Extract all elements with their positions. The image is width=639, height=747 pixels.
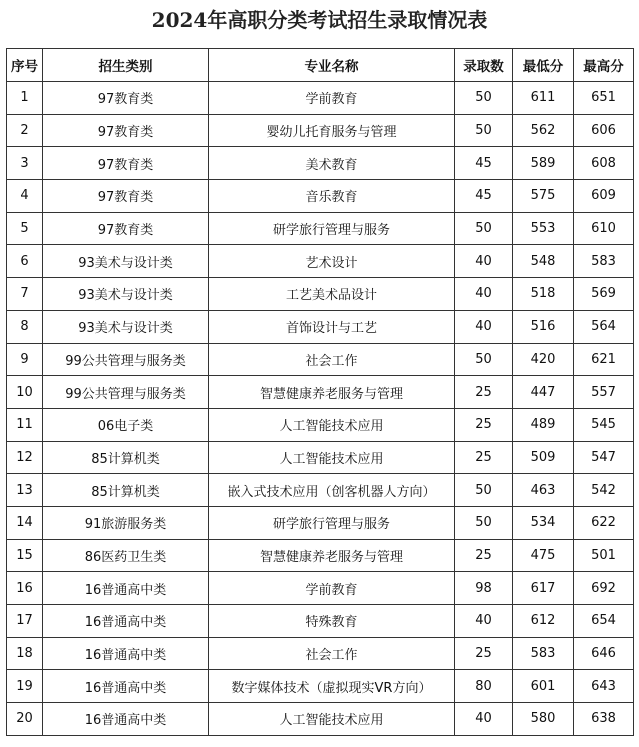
cell-index: 13	[7, 474, 43, 507]
cell-admitted: 25	[455, 637, 513, 670]
cell-major: 艺术设计	[209, 245, 455, 278]
header-category: 招生类别	[43, 49, 209, 82]
cell-admitted: 40	[455, 245, 513, 278]
table-row	[7, 474, 634, 507]
table-row	[7, 637, 634, 670]
cell-category: 16普通高中类	[43, 670, 209, 703]
cell-admitted: 40	[455, 310, 513, 343]
cell-index: 14	[7, 506, 43, 539]
table-row	[7, 605, 634, 638]
cell-category: 99公共管理与服务类	[43, 376, 209, 409]
cell-admitted: 50	[455, 82, 513, 115]
cell-major: 美术教育	[209, 147, 455, 180]
cell-min-score: 617	[513, 572, 574, 605]
cell-index: 4	[7, 180, 43, 213]
table-row	[7, 670, 634, 703]
cell-min-score: 475	[513, 539, 574, 572]
cell-max-score: 557	[574, 376, 634, 409]
table-row	[7, 408, 634, 441]
cell-min-score: 575	[513, 180, 574, 213]
cell-major: 研学旅行管理与服务	[209, 212, 455, 245]
cell-major: 智慧健康养老服务与管理	[209, 376, 455, 409]
cell-major: 学前教育	[209, 82, 455, 115]
cell-min-score: 420	[513, 343, 574, 376]
admission-table	[6, 48, 634, 736]
cell-index: 16	[7, 572, 43, 605]
cell-category: 99公共管理与服务类	[43, 343, 209, 376]
cell-admitted: 50	[455, 343, 513, 376]
table-body	[7, 82, 634, 736]
cell-index: 10	[7, 376, 43, 409]
cell-max-score: 651	[574, 82, 634, 115]
cell-index: 5	[7, 212, 43, 245]
cell-category: 93美术与设计类	[43, 278, 209, 311]
cell-min-score: 463	[513, 474, 574, 507]
cell-max-score: 621	[574, 343, 634, 376]
cell-min-score: 612	[513, 605, 574, 638]
cell-category: 93美术与设计类	[43, 310, 209, 343]
cell-admitted: 25	[455, 376, 513, 409]
cell-category: 93美术与设计类	[43, 245, 209, 278]
cell-admitted: 50	[455, 506, 513, 539]
cell-min-score: 489	[513, 408, 574, 441]
table-row	[7, 278, 634, 311]
cell-min-score: 601	[513, 670, 574, 703]
cell-index: 1	[7, 82, 43, 115]
table-row	[7, 310, 634, 343]
cell-category: 16普通高中类	[43, 637, 209, 670]
cell-min-score: 509	[513, 441, 574, 474]
table-row	[7, 441, 634, 474]
cell-major: 特殊教育	[209, 605, 455, 638]
cell-index: 20	[7, 703, 43, 736]
cell-min-score: 518	[513, 278, 574, 311]
cell-category: 16普通高中类	[43, 605, 209, 638]
cell-min-score: 548	[513, 245, 574, 278]
cell-admitted: 40	[455, 605, 513, 638]
table-row	[7, 343, 634, 376]
header-major: 专业名称	[209, 49, 455, 82]
cell-major: 人工智能技术应用	[209, 441, 455, 474]
cell-max-score: 569	[574, 278, 634, 311]
cell-admitted: 25	[455, 441, 513, 474]
cell-admitted: 45	[455, 147, 513, 180]
table-row	[7, 180, 634, 213]
cell-min-score: 562	[513, 114, 574, 147]
cell-max-score: 547	[574, 441, 634, 474]
cell-major: 智慧健康养老服务与管理	[209, 539, 455, 572]
cell-category: 97教育类	[43, 114, 209, 147]
cell-category: 85计算机类	[43, 441, 209, 474]
cell-category: 97教育类	[43, 212, 209, 245]
cell-admitted: 98	[455, 572, 513, 605]
cell-category: 97教育类	[43, 180, 209, 213]
header-index: 序号	[7, 49, 43, 82]
cell-category: 97教育类	[43, 82, 209, 115]
cell-index: 9	[7, 343, 43, 376]
cell-index: 17	[7, 605, 43, 638]
cell-major: 社会工作	[209, 343, 455, 376]
cell-category: 16普通高中类	[43, 572, 209, 605]
header-admitted: 录取数	[455, 49, 513, 82]
cell-max-score: 638	[574, 703, 634, 736]
cell-index: 8	[7, 310, 43, 343]
cell-index: 2	[7, 114, 43, 147]
table-row	[7, 245, 634, 278]
cell-min-score: 583	[513, 637, 574, 670]
cell-major: 学前教育	[209, 572, 455, 605]
table-header-row	[7, 49, 634, 82]
cell-min-score: 589	[513, 147, 574, 180]
table-row	[7, 212, 634, 245]
table-row	[7, 82, 634, 115]
cell-category: 85计算机类	[43, 474, 209, 507]
cell-admitted: 40	[455, 703, 513, 736]
cell-category: 91旅游服务类	[43, 506, 209, 539]
header-min-score: 最低分	[513, 49, 574, 82]
header-max-score: 最高分	[574, 49, 634, 82]
cell-major: 研学旅行管理与服务	[209, 506, 455, 539]
cell-major: 音乐教育	[209, 180, 455, 213]
cell-major: 工艺美术品设计	[209, 278, 455, 311]
cell-max-score: 564	[574, 310, 634, 343]
cell-category: 97教育类	[43, 147, 209, 180]
cell-min-score: 553	[513, 212, 574, 245]
cell-max-score: 643	[574, 670, 634, 703]
table-row	[7, 572, 634, 605]
cell-min-score: 447	[513, 376, 574, 409]
cell-max-score: 545	[574, 408, 634, 441]
cell-admitted: 80	[455, 670, 513, 703]
cell-major: 婴幼儿托育服务与管理	[209, 114, 455, 147]
table-row	[7, 703, 634, 736]
cell-max-score: 542	[574, 474, 634, 507]
cell-major: 人工智能技术应用	[209, 408, 455, 441]
cell-min-score: 534	[513, 506, 574, 539]
cell-max-score: 606	[574, 114, 634, 147]
cell-index: 18	[7, 637, 43, 670]
table-row	[7, 506, 634, 539]
cell-index: 15	[7, 539, 43, 572]
cell-max-score: 692	[574, 572, 634, 605]
cell-admitted: 25	[455, 539, 513, 572]
cell-index: 19	[7, 670, 43, 703]
page-title: 2024年高职分类考试招生录取情况表	[151, 8, 488, 32]
cell-max-score: 610	[574, 212, 634, 245]
cell-admitted: 50	[455, 212, 513, 245]
table-row	[7, 376, 634, 409]
cell-max-score: 583	[574, 245, 634, 278]
cell-major: 社会工作	[209, 637, 455, 670]
cell-max-score: 609	[574, 180, 634, 213]
cell-min-score: 611	[513, 82, 574, 115]
cell-index: 11	[7, 408, 43, 441]
cell-max-score: 622	[574, 506, 634, 539]
cell-admitted: 50	[455, 474, 513, 507]
cell-max-score: 646	[574, 637, 634, 670]
table-row	[7, 147, 634, 180]
cell-major: 嵌入式技术应用（创客机器人方向）	[209, 474, 455, 507]
table-row	[7, 114, 634, 147]
cell-index: 7	[7, 278, 43, 311]
cell-category: 06电子类	[43, 408, 209, 441]
cell-min-score: 580	[513, 703, 574, 736]
cell-admitted: 25	[455, 408, 513, 441]
table-row	[7, 539, 634, 572]
cell-max-score: 654	[574, 605, 634, 638]
cell-index: 3	[7, 147, 43, 180]
cell-major: 首饰设计与工艺	[209, 310, 455, 343]
cell-max-score: 501	[574, 539, 634, 572]
cell-index: 6	[7, 245, 43, 278]
cell-admitted: 50	[455, 114, 513, 147]
cell-major: 数字媒体技术（虚拟现实VR方向）	[209, 670, 455, 703]
cell-admitted: 40	[455, 278, 513, 311]
cell-category: 86医药卫生类	[43, 539, 209, 572]
cell-admitted: 45	[455, 180, 513, 213]
cell-major: 人工智能技术应用	[209, 703, 455, 736]
cell-category: 16普通高中类	[43, 703, 209, 736]
cell-max-score: 608	[574, 147, 634, 180]
cell-min-score: 516	[513, 310, 574, 343]
cell-index: 12	[7, 441, 43, 474]
